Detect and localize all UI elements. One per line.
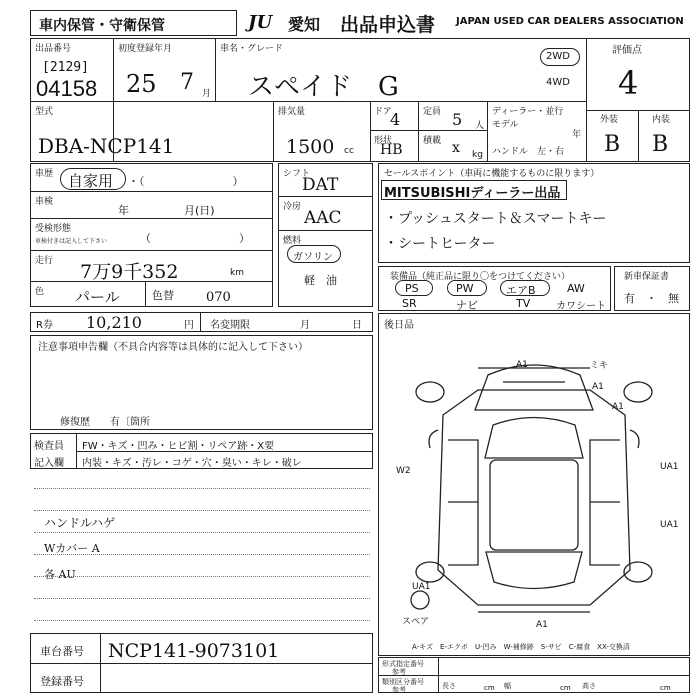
mileage-value: 7万9千352: [80, 261, 179, 283]
inspection-label: 車検: [35, 197, 54, 207]
form-title: 出品申込書: [340, 14, 436, 36]
displacement-value: 1500: [286, 136, 335, 158]
name-change-day: 日: [352, 320, 362, 331]
shape-label: 形状: [374, 136, 393, 146]
sales-point-label: セールスポイント（車両に機能するものに限ります）: [384, 169, 600, 179]
exterior-label: 外装: [600, 115, 619, 125]
interior-label: 内装: [652, 115, 671, 125]
shift-label: シフト: [283, 169, 311, 179]
interior-grade: B: [652, 132, 669, 157]
recycle-box: [30, 312, 373, 332]
dealer-model-label: モデル: [492, 120, 519, 130]
mark-right-a1: A1: [592, 382, 604, 392]
storage-label: 車内保管・守衛保管: [39, 18, 165, 34]
mileage-unit: km: [230, 268, 244, 278]
model-name-value: スペイド G: [248, 72, 399, 102]
repair-history: 修復歴 有〔箇所: [60, 417, 150, 428]
capacity-unit: 人: [475, 121, 485, 131]
remark-line1: ハンドルハゲ: [44, 516, 116, 530]
doors-label: ドア: [374, 107, 392, 117]
mark-front-miki: ミキ: [590, 361, 609, 371]
spec-type-label: 形式指定番号: [382, 660, 424, 668]
eq-tv: TV: [516, 297, 531, 310]
inspection-month: 月(日): [184, 204, 215, 217]
spec-length: 長さ: [442, 682, 456, 690]
fuel-alt: 軽 油: [304, 274, 337, 287]
remark-line2: Wカバー A: [44, 542, 100, 555]
damage-legend: A-キズ E-エクボ U-凹み W-補修跡 S-サビ C-腐食 XX-交換済: [412, 643, 630, 651]
inspector-exterior: FW・キズ・凹み・ヒビ割・リペア跡・X要: [82, 441, 275, 452]
dealer-label: ディーラー・並行: [492, 107, 564, 117]
shape-value: HB: [380, 142, 403, 158]
spare-label: スペア: [402, 617, 430, 627]
drive-4wd: 4WD: [546, 77, 570, 88]
association-name: 愛知: [288, 15, 321, 34]
ju-logo: [246, 10, 286, 36]
eq-sr: SR: [402, 297, 417, 310]
warranty-value: 有 ・ 無: [624, 292, 679, 305]
cooler-value: AAC: [304, 208, 342, 228]
score-label: 評価点: [612, 45, 642, 56]
capacity-label: 定員: [423, 107, 442, 117]
spec-class-ref: 参考: [392, 686, 406, 694]
score-value: 4: [618, 64, 639, 102]
chassis-label: 車台番号: [40, 645, 84, 658]
receipt-note: 車検付きは記入して下さい: [35, 238, 108, 245]
capacity-value: 5: [452, 110, 463, 129]
type-code-label: 型式: [35, 107, 54, 117]
load-value: x: [452, 140, 460, 156]
warranty-label: 新車保証書: [624, 272, 670, 282]
receipt-paren: （ ）: [140, 232, 250, 245]
eq-seat: カワシート: [556, 301, 606, 312]
mark-side-a1: A1: [612, 402, 624, 412]
storage-box: [30, 10, 237, 36]
remark-line3: 各 AU: [44, 568, 76, 581]
spec-length-unit: cm: [484, 684, 495, 692]
first-reg-month-unit: 月: [202, 89, 212, 99]
color-label: 色: [35, 287, 45, 297]
type-code-value: DBA-NCP141: [38, 134, 175, 158]
association-en: JAPAN USED CAR DEALERS ASSOCIATION: [456, 16, 684, 27]
mark-rear-a1: A1: [536, 620, 548, 630]
doors-value: 4: [390, 110, 401, 129]
dealer-handle-label: ハンドル 左・右: [492, 147, 565, 157]
lot-label: 出品番号: [35, 44, 72, 54]
history-value: 自家用: [68, 172, 114, 190]
exterior-grade: B: [604, 132, 621, 157]
first-reg-month: 7: [180, 70, 194, 95]
sales-point-item1: ・プッシュスタート＆スマートキー: [384, 211, 607, 227]
spec-type-ref: 参考: [392, 668, 406, 676]
eq-navi: ナビ: [456, 299, 478, 312]
history-label: 車歴: [35, 169, 54, 179]
spec-class-label: 類別区分番号: [382, 678, 424, 686]
drive-2wd: 2WD: [546, 51, 570, 62]
eq-aw: AW: [567, 282, 585, 295]
sales-point-item2: ・シートヒーター: [384, 236, 496, 252]
shift-value: DAT: [302, 175, 339, 195]
name-change-label: 名変期限: [210, 320, 250, 331]
mark-right-ua1b: UA1: [660, 520, 679, 530]
load-unit: kg: [472, 150, 483, 160]
receipt-label: 受検形態: [35, 224, 72, 234]
spec-height-unit: cm: [660, 684, 671, 692]
lot-number: 04158: [36, 76, 98, 101]
chassis-value: NCP141-9073101: [108, 640, 280, 662]
mark-rear-ua1: UA1: [412, 582, 431, 592]
displacement-label: 排気量: [278, 107, 306, 117]
displacement-unit: cc: [344, 146, 354, 156]
inspector-label: 検査員: [34, 441, 64, 452]
spec-width: 幅: [504, 682, 511, 690]
recycle-label: R券: [36, 320, 53, 331]
spec-width-unit: cm: [560, 684, 571, 692]
color-code-value: 070: [206, 290, 231, 305]
first-reg-label: 初度登録年月: [118, 44, 173, 54]
registration-label: 登録番号: [40, 675, 84, 688]
name-change-month: 月: [300, 320, 310, 331]
inspector-label2: 記入欄: [34, 458, 64, 469]
eq-pw: PW: [456, 282, 474, 295]
equipment-label: 装備品（純正品に限り〇をつけてください）: [390, 272, 571, 282]
cooler-label: 冷房: [283, 202, 302, 212]
first-reg-year: 25: [126, 70, 157, 98]
history-suffix: ・（ ）: [128, 175, 244, 188]
model-name-label: 車名・グレード: [220, 44, 284, 54]
dealer-year-label: 年: [572, 130, 582, 140]
notes-label: 注意事項申告欄（不具合内容等は具体的に記入して下さい）: [38, 342, 308, 353]
inspector-interior: 内装・キズ・汚レ・コゲ・穴・臭い・キレ・破レ: [82, 458, 302, 469]
mark-front-a1: A1: [516, 360, 528, 370]
recycle-value: 10,210: [86, 313, 142, 332]
lot-bracket: [2129]: [42, 60, 89, 75]
eq-ps: PS: [405, 282, 419, 295]
color-code-label: 色替: [152, 289, 174, 302]
inspection-year: 年: [118, 204, 129, 217]
fuel-value: ガソリン: [293, 252, 333, 263]
mark-right-ua1: UA1: [660, 462, 679, 472]
sales-point-brand: MITSUBISHIディーラー出品: [384, 186, 561, 201]
mark-left-w2: W2: [396, 466, 411, 476]
color-value: パール: [75, 288, 120, 306]
fuel-label: 燃料: [283, 236, 302, 246]
mileage-label: 走行: [35, 256, 54, 266]
recycle-unit: 円: [184, 320, 194, 331]
spec-height: 高さ: [582, 682, 596, 690]
diagram-label: 後日品: [384, 320, 414, 331]
eq-airbag: エアB: [506, 284, 536, 297]
ju-logo-mark: JU: [248, 12, 273, 33]
load-label: 積載: [423, 136, 442, 146]
